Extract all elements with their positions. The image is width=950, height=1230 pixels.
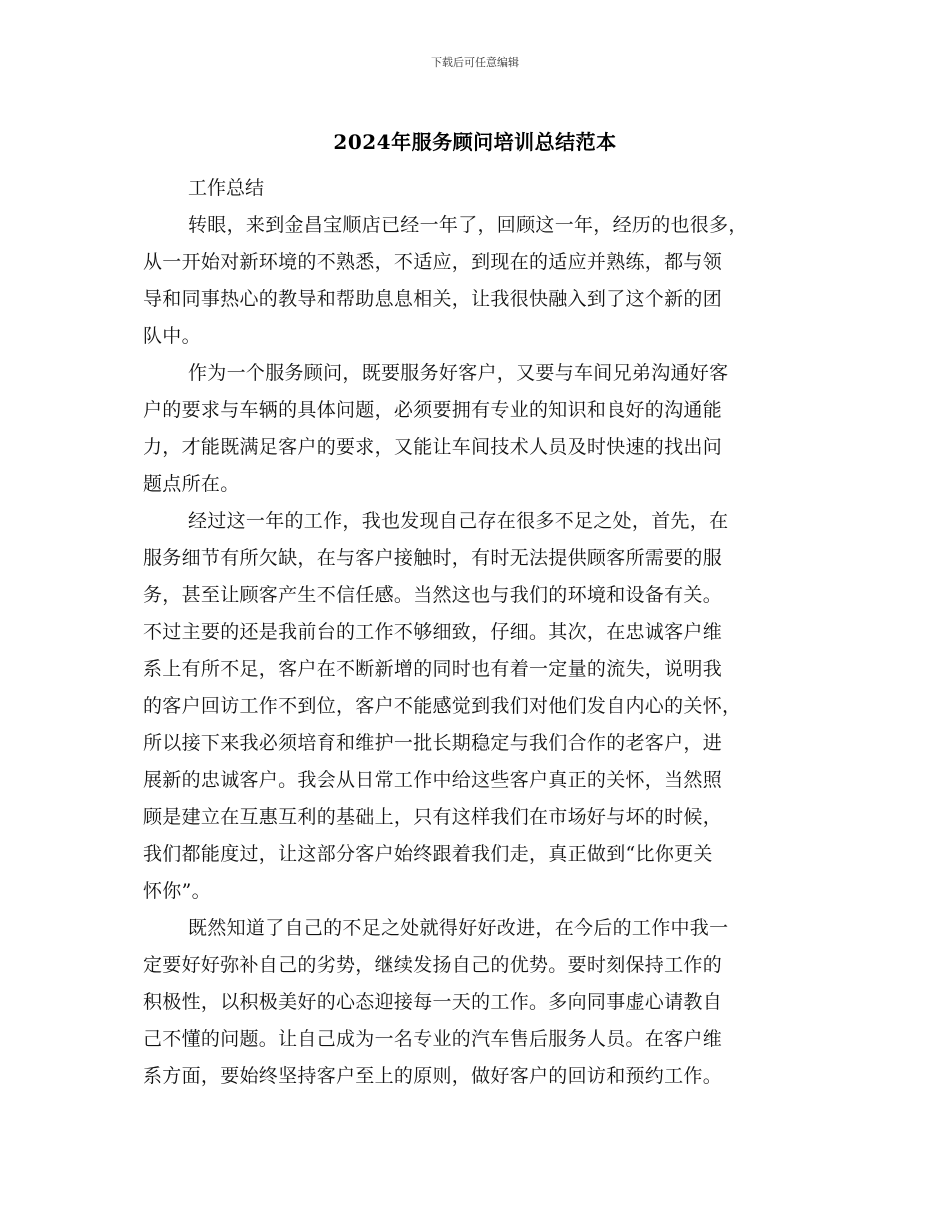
paragraph-line: 导和同事热心的教导和帮助息息相关，让我很快融入到了这个新的团 [143,288,723,310]
paragraph-line: 经过这一年的工作，我也发现自己存在很多不足之处，首先，在 [188,510,729,532]
section-label: 工作总结 [188,177,265,199]
paragraph-line: 我们都能度过，让这部分客户始终跟着我们走，真正做到“比你更关 [143,843,713,865]
paragraph-1 [143,207,748,355]
paragraph-line: 务，甚至让顾客产生不信任感。当然这也与我们的环境和设备有关。 [143,584,723,606]
paragraph-4 [143,910,728,1095]
paragraph-2 [143,355,728,503]
paragraph-line: 系方面，要始终坚持客户至上的原则，做好客户的回访和预约工作。 [143,1065,723,1087]
paragraph-line: 既然知道了自己的不足之处就得好好改进，在今后的工作中我一 [188,917,729,939]
paragraph-line: 己不懂的问题。让自己成为一名专业的汽车售后服务人员。在客户维 [143,1028,723,1050]
paragraph-line: 队中。 [143,325,201,347]
paragraph-line: 系上有所不足，客户在不断新增的同时也有着一定量的流失，说明我 [143,658,723,680]
paragraph-line: 怀你”。 [143,880,211,902]
paragraph-line: 不过主要的还是我前台的工作不够细致，仔细。其次，在忠诚客户维 [143,621,723,643]
document-title: 2024年服务顾问培训总结范本 [333,130,617,154]
paragraph-line: 力，才能既满足客户的要求，又能让车间技术人员及时快速的找出问 [143,436,723,458]
paragraph-line: 题点所在。 [143,473,240,495]
paragraph-line: 转眼，来到金昌宝顺店已经一年了，回顾这一年，经历的也很多， [188,214,748,236]
paragraph-line: 服务细节有所欠缺，在与客户接触时，有时无法提供顾客所需要的服 [143,547,723,569]
paragraph-line: 积极性，以积极美好的心态迎接每一天的工作。多向同事虚心请教自 [143,991,723,1013]
paragraph-line: 的客户回访工作不到位，客户不能感觉到我们对他们发自内心的关怀， [143,695,742,717]
paragraph-line: 展新的忠诚客户。我会从日常工作中给这些客户真正的关怀，当然照 [143,769,723,791]
paragraph-line: 户的要求与车辆的具体问题，必须要拥有专业的知识和良好的沟通能 [143,399,723,421]
paragraph-line: 定要好好弥补自己的劣势，继续发扬自己的优势。要时刻保持工作的 [143,954,723,976]
paragraph-3 [143,503,741,910]
paragraph-line: 作为一个服务顾问，既要服务好客户，又要与车间兄弟沟通好客 [188,362,729,384]
paragraph-line: 所以接下来我必须培育和维护一批长期稳定与我们合作的老客户，进 [143,732,723,754]
paragraph-line: 顾是建立在互惠互利的基础上，只有这样我们在市场好与坏的时候， [143,806,723,828]
paragraph-line: 从一开始对新环境的不熟悉，不适应，到现在的适应并熟练，都与领 [143,251,723,273]
header-note: 下载后可任意编辑 [431,56,519,69]
